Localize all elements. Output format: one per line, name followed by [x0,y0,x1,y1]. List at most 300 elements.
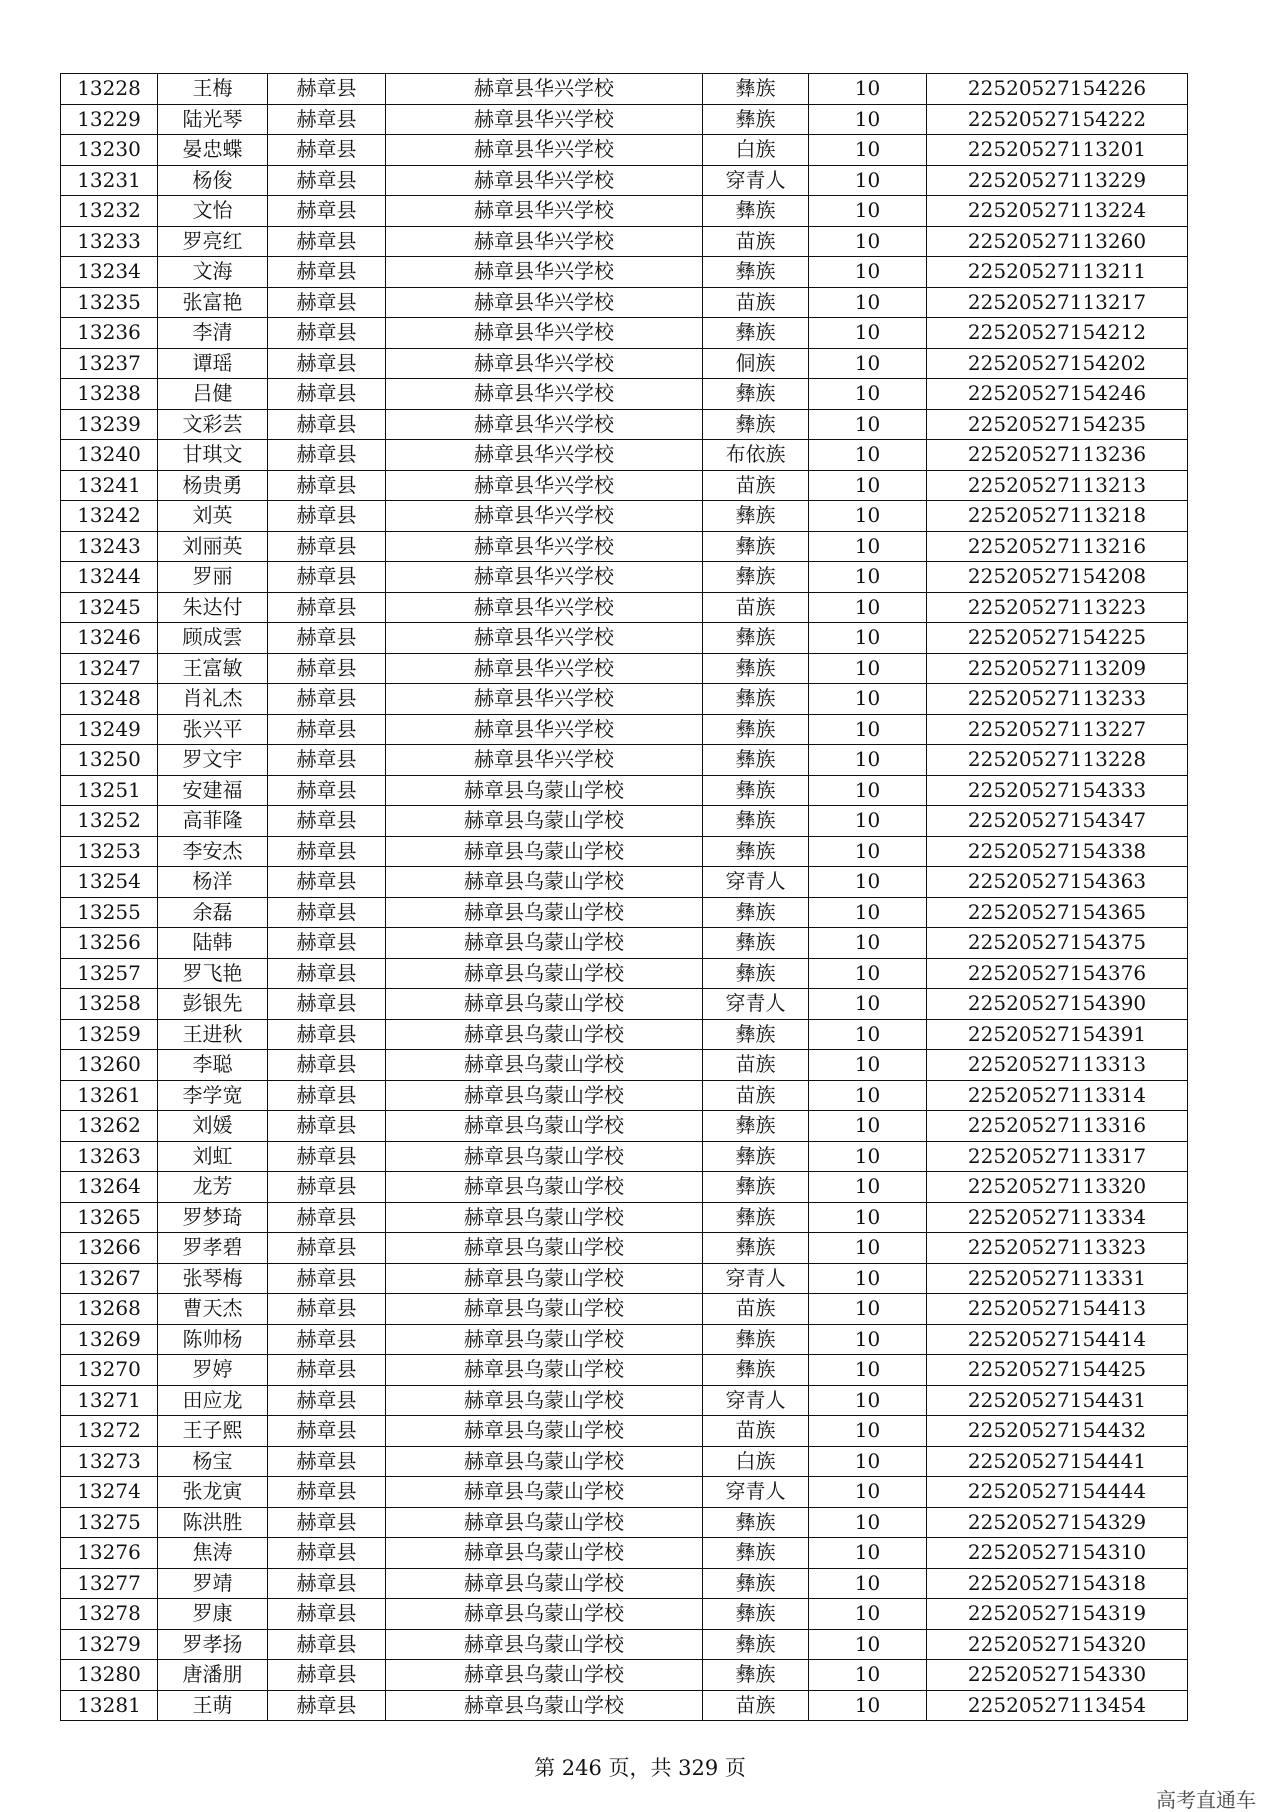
cell-ethnicity: 穿青人 [703,1263,809,1294]
cell-serial-number: 13265 [61,1202,158,1233]
table-row [61,1477,1188,1508]
cell-student-id: 22520527154365 [927,897,1188,928]
cell-county: 赫章县 [268,1111,386,1142]
cell-school: 赫章县乌蒙山学校 [386,806,703,837]
cell-county: 赫章县 [268,318,386,349]
cell-grade: 10 [809,1568,927,1599]
cell-ethnicity: 彝族 [703,684,809,715]
cell-serial-number: 13232 [61,196,158,227]
cell-student-id: 22520527154432 [927,1416,1188,1447]
cell-serial-number: 13271 [61,1385,158,1416]
cell-county: 赫章县 [268,836,386,867]
cell-ethnicity: 苗族 [703,1294,809,1325]
cell-county: 赫章县 [268,1507,386,1538]
cell-name: 彭银先 [158,989,268,1020]
table-row [61,1141,1188,1172]
cell-school: 赫章县乌蒙山学校 [386,1629,703,1660]
cell-student-id: 22520527113313 [927,1050,1188,1081]
cell-serial-number: 13279 [61,1629,158,1660]
table-row [61,501,1188,532]
cell-student-id: 22520527154425 [927,1355,1188,1386]
cell-name: 王萌 [158,1690,268,1721]
cell-student-id: 22520527113227 [927,714,1188,745]
cell-name: 陆韩 [158,928,268,959]
table-row [61,1629,1188,1660]
cell-county: 赫章县 [268,1172,386,1203]
table-row [61,1690,1188,1721]
cell-school: 赫章县乌蒙山学校 [386,1050,703,1081]
table-row [61,409,1188,440]
cell-serial-number: 13231 [61,165,158,196]
table-row [61,1294,1188,1325]
cell-grade: 10 [809,806,927,837]
cell-name: 王梅 [158,74,268,105]
cell-name: 罗飞艳 [158,958,268,989]
cell-name: 罗丽 [158,562,268,593]
cell-name: 罗婷 [158,1355,268,1386]
cell-ethnicity: 彝族 [703,958,809,989]
table-row [61,104,1188,135]
cell-student-id: 22520527113454 [927,1690,1188,1721]
cell-school: 赫章县华兴学校 [386,501,703,532]
cell-grade: 10 [809,409,927,440]
cell-serial-number: 13253 [61,836,158,867]
cell-school: 赫章县乌蒙山学校 [386,1385,703,1416]
cell-name: 罗亮红 [158,226,268,257]
cell-name: 文海 [158,257,268,288]
cell-grade: 10 [809,958,927,989]
cell-grade: 10 [809,592,927,623]
cell-county: 赫章县 [268,1141,386,1172]
cell-serial-number: 13257 [61,958,158,989]
cell-county: 赫章县 [268,1294,386,1325]
cell-name: 谭瑶 [158,348,268,379]
cell-school: 赫章县乌蒙山学校 [386,1477,703,1508]
cell-grade: 10 [809,1294,927,1325]
cell-ethnicity: 彝族 [703,409,809,440]
cell-student-id: 22520527113320 [927,1172,1188,1203]
cell-ethnicity: 彝族 [703,1019,809,1050]
cell-student-id: 22520527154222 [927,104,1188,135]
cell-serial-number: 13258 [61,989,158,1020]
cell-ethnicity: 彝族 [703,928,809,959]
cell-student-id: 22520527154431 [927,1385,1188,1416]
cell-student-id: 22520527154330 [927,1660,1188,1691]
cell-county: 赫章县 [268,562,386,593]
cell-grade: 10 [809,1111,927,1142]
cell-school: 赫章县乌蒙山学校 [386,1690,703,1721]
table-row [61,1568,1188,1599]
cell-student-id: 22520527113213 [927,470,1188,501]
cell-county: 赫章县 [268,348,386,379]
cell-school: 赫章县乌蒙山学校 [386,1355,703,1386]
cell-school: 赫章县华兴学校 [386,562,703,593]
cell-school: 赫章县华兴学校 [386,745,703,776]
cell-student-id: 22520527113216 [927,531,1188,562]
table-row [61,1599,1188,1630]
table-row [61,1202,1188,1233]
cell-school: 赫章县乌蒙山学校 [386,989,703,1020]
table-row [61,1355,1188,1386]
table-row [61,531,1188,562]
cell-student-id: 22520527154310 [927,1538,1188,1569]
cell-name: 唐潘朋 [158,1660,268,1691]
cell-grade: 10 [809,684,927,715]
cell-name: 朱达付 [158,592,268,623]
table-row [61,958,1188,989]
cell-name: 王子熙 [158,1416,268,1447]
cell-name: 龙芳 [158,1172,268,1203]
cell-name: 刘虹 [158,1141,268,1172]
cell-name: 文怡 [158,196,268,227]
table-row [61,318,1188,349]
table-row [61,806,1188,837]
student-table [60,73,1188,1721]
cell-student-id: 22520527154329 [927,1507,1188,1538]
cell-ethnicity: 彝族 [703,836,809,867]
cell-ethnicity: 穿青人 [703,165,809,196]
cell-ethnicity: 苗族 [703,470,809,501]
cell-name: 吕健 [158,379,268,410]
cell-serial-number: 13242 [61,501,158,532]
cell-ethnicity: 苗族 [703,1416,809,1447]
cell-grade: 10 [809,1050,927,1081]
cell-county: 赫章县 [268,74,386,105]
cell-county: 赫章县 [268,867,386,898]
cell-school: 赫章县乌蒙山学校 [386,836,703,867]
cell-name: 李清 [158,318,268,349]
cell-ethnicity: 布依族 [703,440,809,471]
cell-student-id: 22520527113317 [927,1141,1188,1172]
cell-student-id: 22520527113233 [927,684,1188,715]
table-row [61,1416,1188,1447]
cell-student-id: 22520527113260 [927,226,1188,257]
cell-grade: 10 [809,531,927,562]
cell-county: 赫章县 [268,1446,386,1477]
cell-name: 陈洪胜 [158,1507,268,1538]
cell-county: 赫章县 [268,775,386,806]
cell-serial-number: 13246 [61,623,158,654]
cell-grade: 10 [809,1629,927,1660]
cell-ethnicity: 苗族 [703,592,809,623]
cell-ethnicity: 白族 [703,1446,809,1477]
cell-school: 赫章县乌蒙山学校 [386,1080,703,1111]
table-row [61,1233,1188,1264]
cell-name: 杨贵勇 [158,470,268,501]
cell-ethnicity: 彝族 [703,1141,809,1172]
cell-ethnicity: 彝族 [703,257,809,288]
cell-student-id: 22520527154225 [927,623,1188,654]
cell-serial-number: 13263 [61,1141,158,1172]
cell-county: 赫章县 [268,104,386,135]
cell-serial-number: 13244 [61,562,158,593]
cell-student-id: 22520527154212 [927,318,1188,349]
cell-serial-number: 13230 [61,135,158,166]
cell-school: 赫章县乌蒙山学校 [386,1172,703,1203]
cell-school: 赫章县乌蒙山学校 [386,1538,703,1569]
cell-serial-number: 13268 [61,1294,158,1325]
table-row [61,653,1188,684]
cell-county: 赫章县 [268,531,386,562]
cell-name: 肖礼杰 [158,684,268,715]
cell-school: 赫章县乌蒙山学校 [386,1294,703,1325]
cell-ethnicity: 彝族 [703,501,809,532]
cell-ethnicity: 彝族 [703,1202,809,1233]
cell-serial-number: 13281 [61,1690,158,1721]
table-row [61,470,1188,501]
cell-name: 李安杰 [158,836,268,867]
cell-school: 赫章县华兴学校 [386,440,703,471]
cell-county: 赫章县 [268,1355,386,1386]
cell-grade: 10 [809,135,927,166]
cell-county: 赫章县 [268,196,386,227]
cell-name: 王进秋 [158,1019,268,1050]
cell-school: 赫章县华兴学校 [386,287,703,318]
cell-ethnicity: 彝族 [703,74,809,105]
cell-ethnicity: 彝族 [703,897,809,928]
cell-serial-number: 13251 [61,775,158,806]
cell-ethnicity: 彝族 [703,1111,809,1142]
cell-serial-number: 13278 [61,1599,158,1630]
cell-school: 赫章县乌蒙山学校 [386,1324,703,1355]
cell-ethnicity: 穿青人 [703,867,809,898]
cell-grade: 10 [809,1507,927,1538]
table-row [61,226,1188,257]
student-table-container [60,73,1187,1721]
cell-school: 赫章县华兴学校 [386,257,703,288]
cell-ethnicity: 侗族 [703,348,809,379]
cell-grade: 10 [809,1263,927,1294]
cell-student-id: 22520527154318 [927,1568,1188,1599]
cell-ethnicity: 彝族 [703,1172,809,1203]
table-row [61,379,1188,410]
cell-student-id: 22520527154376 [927,958,1188,989]
cell-grade: 10 [809,1660,927,1691]
cell-name: 杨俊 [158,165,268,196]
cell-grade: 10 [809,74,927,105]
cell-county: 赫章县 [268,379,386,410]
cell-county: 赫章县 [268,1233,386,1264]
cell-serial-number: 13249 [61,714,158,745]
cell-grade: 10 [809,348,927,379]
table-row [61,1385,1188,1416]
cell-school: 赫章县华兴学校 [386,196,703,227]
cell-name: 罗康 [158,1599,268,1630]
cell-school: 赫章县乌蒙山学校 [386,1660,703,1691]
cell-county: 赫章县 [268,714,386,745]
cell-serial-number: 13274 [61,1477,158,1508]
table-row [61,1660,1188,1691]
cell-name: 杨洋 [158,867,268,898]
cell-grade: 10 [809,989,927,1020]
cell-county: 赫章县 [268,1202,386,1233]
table-row [61,348,1188,379]
table-row [61,1080,1188,1111]
cell-serial-number: 13237 [61,348,158,379]
watermark-text: 高考直通车 [1156,1788,1256,1812]
cell-student-id: 22520527113331 [927,1263,1188,1294]
cell-serial-number: 13272 [61,1416,158,1447]
cell-ethnicity: 彝族 [703,1568,809,1599]
student-table-body [61,74,1188,1721]
cell-serial-number: 13259 [61,1019,158,1050]
cell-name: 顾成雲 [158,623,268,654]
cell-serial-number: 13256 [61,928,158,959]
cell-county: 赫章县 [268,684,386,715]
cell-name: 文彩芸 [158,409,268,440]
cell-name: 罗孝碧 [158,1233,268,1264]
cell-name: 张琴梅 [158,1263,268,1294]
cell-grade: 10 [809,1141,927,1172]
cell-grade: 10 [809,745,927,776]
table-row [61,1446,1188,1477]
cell-school: 赫章县乌蒙山学校 [386,1599,703,1630]
cell-county: 赫章县 [268,623,386,654]
cell-county: 赫章县 [268,958,386,989]
cell-school: 赫章县乌蒙山学校 [386,1233,703,1264]
cell-county: 赫章县 [268,287,386,318]
cell-serial-number: 13245 [61,592,158,623]
cell-name: 罗梦琦 [158,1202,268,1233]
cell-grade: 10 [809,836,927,867]
cell-serial-number: 13250 [61,745,158,776]
table-row [61,135,1188,166]
cell-student-id: 22520527113218 [927,501,1188,532]
cell-serial-number: 13248 [61,684,158,715]
cell-county: 赫章县 [268,989,386,1020]
cell-county: 赫章县 [268,470,386,501]
cell-school: 赫章县华兴学校 [386,653,703,684]
table-row [61,1172,1188,1203]
cell-county: 赫章县 [268,745,386,776]
cell-county: 赫章县 [268,440,386,471]
cell-school: 赫章县乌蒙山学校 [386,958,703,989]
cell-student-id: 22520527154320 [927,1629,1188,1660]
cell-serial-number: 13236 [61,318,158,349]
cell-ethnicity: 苗族 [703,287,809,318]
cell-serial-number: 13267 [61,1263,158,1294]
cell-student-id: 22520527154338 [927,836,1188,867]
cell-school: 赫章县乌蒙山学校 [386,1507,703,1538]
cell-serial-number: 13276 [61,1538,158,1569]
cell-serial-number: 13235 [61,287,158,318]
cell-county: 赫章县 [268,1416,386,1447]
cell-school: 赫章县乌蒙山学校 [386,1568,703,1599]
cell-serial-number: 13240 [61,440,158,471]
table-row [61,775,1188,806]
cell-serial-number: 13229 [61,104,158,135]
cell-student-id: 22520527154202 [927,348,1188,379]
cell-school: 赫章县乌蒙山学校 [386,867,703,898]
cell-school: 赫章县华兴学校 [386,104,703,135]
table-row [61,928,1188,959]
cell-county: 赫章县 [268,257,386,288]
cell-student-id: 22520527113229 [927,165,1188,196]
cell-county: 赫章县 [268,897,386,928]
cell-ethnicity: 白族 [703,135,809,166]
cell-county: 赫章县 [268,165,386,196]
table-row [61,562,1188,593]
table-row [61,1507,1188,1538]
table-row [61,196,1188,227]
table-row [61,714,1188,745]
cell-county: 赫章县 [268,1050,386,1081]
cell-school: 赫章县乌蒙山学校 [386,897,703,928]
cell-grade: 10 [809,379,927,410]
cell-student-id: 22520527113209 [927,653,1188,684]
table-row [61,836,1188,867]
cell-ethnicity: 彝族 [703,562,809,593]
cell-county: 赫章县 [268,409,386,440]
cell-grade: 10 [809,104,927,135]
cell-grade: 10 [809,1477,927,1508]
cell-ethnicity: 苗族 [703,226,809,257]
cell-school: 赫章县华兴学校 [386,379,703,410]
table-row [61,867,1188,898]
cell-grade: 10 [809,1416,927,1447]
cell-grade: 10 [809,867,927,898]
cell-grade: 10 [809,775,927,806]
cell-ethnicity: 彝族 [703,806,809,837]
cell-grade: 10 [809,623,927,654]
cell-grade: 10 [809,1080,927,1111]
cell-serial-number: 13255 [61,897,158,928]
cell-school: 赫章县乌蒙山学校 [386,1202,703,1233]
cell-name: 安建福 [158,775,268,806]
table-row [61,440,1188,471]
cell-county: 赫章县 [268,1629,386,1660]
cell-serial-number: 13239 [61,409,158,440]
cell-school: 赫章县华兴学校 [386,226,703,257]
cell-grade: 10 [809,1202,927,1233]
cell-grade: 10 [809,928,927,959]
cell-name: 曹天杰 [158,1294,268,1325]
table-row [61,287,1188,318]
cell-school: 赫章县华兴学校 [386,470,703,501]
cell-serial-number: 13252 [61,806,158,837]
cell-ethnicity: 苗族 [703,1080,809,1111]
cell-school: 赫章县乌蒙山学校 [386,1263,703,1294]
cell-name: 张富艳 [158,287,268,318]
cell-student-id: 22520527113201 [927,135,1188,166]
cell-grade: 10 [809,1172,927,1203]
cell-student-id: 22520527113223 [927,592,1188,623]
cell-ethnicity: 彝族 [703,653,809,684]
cell-ethnicity: 彝族 [703,1324,809,1355]
cell-ethnicity: 彝族 [703,1355,809,1386]
cell-name: 晏忠蝶 [158,135,268,166]
cell-student-id: 22520527113314 [927,1080,1188,1111]
cell-county: 赫章县 [268,501,386,532]
cell-school: 赫章县华兴学校 [386,409,703,440]
cell-county: 赫章县 [268,1660,386,1691]
cell-ethnicity: 彝族 [703,1233,809,1264]
table-row [61,1538,1188,1569]
cell-ethnicity: 彝族 [703,775,809,806]
cell-school: 赫章县华兴学校 [386,165,703,196]
cell-grade: 10 [809,653,927,684]
cell-grade: 10 [809,1233,927,1264]
cell-grade: 10 [809,501,927,532]
cell-school: 赫章县乌蒙山学校 [386,1416,703,1447]
cell-student-id: 22520527113334 [927,1202,1188,1233]
cell-serial-number: 13260 [61,1050,158,1081]
cell-school: 赫章县乌蒙山学校 [386,1019,703,1050]
cell-serial-number: 13238 [61,379,158,410]
cell-ethnicity: 彝族 [703,1629,809,1660]
cell-grade: 10 [809,1690,927,1721]
cell-grade: 10 [809,1385,927,1416]
